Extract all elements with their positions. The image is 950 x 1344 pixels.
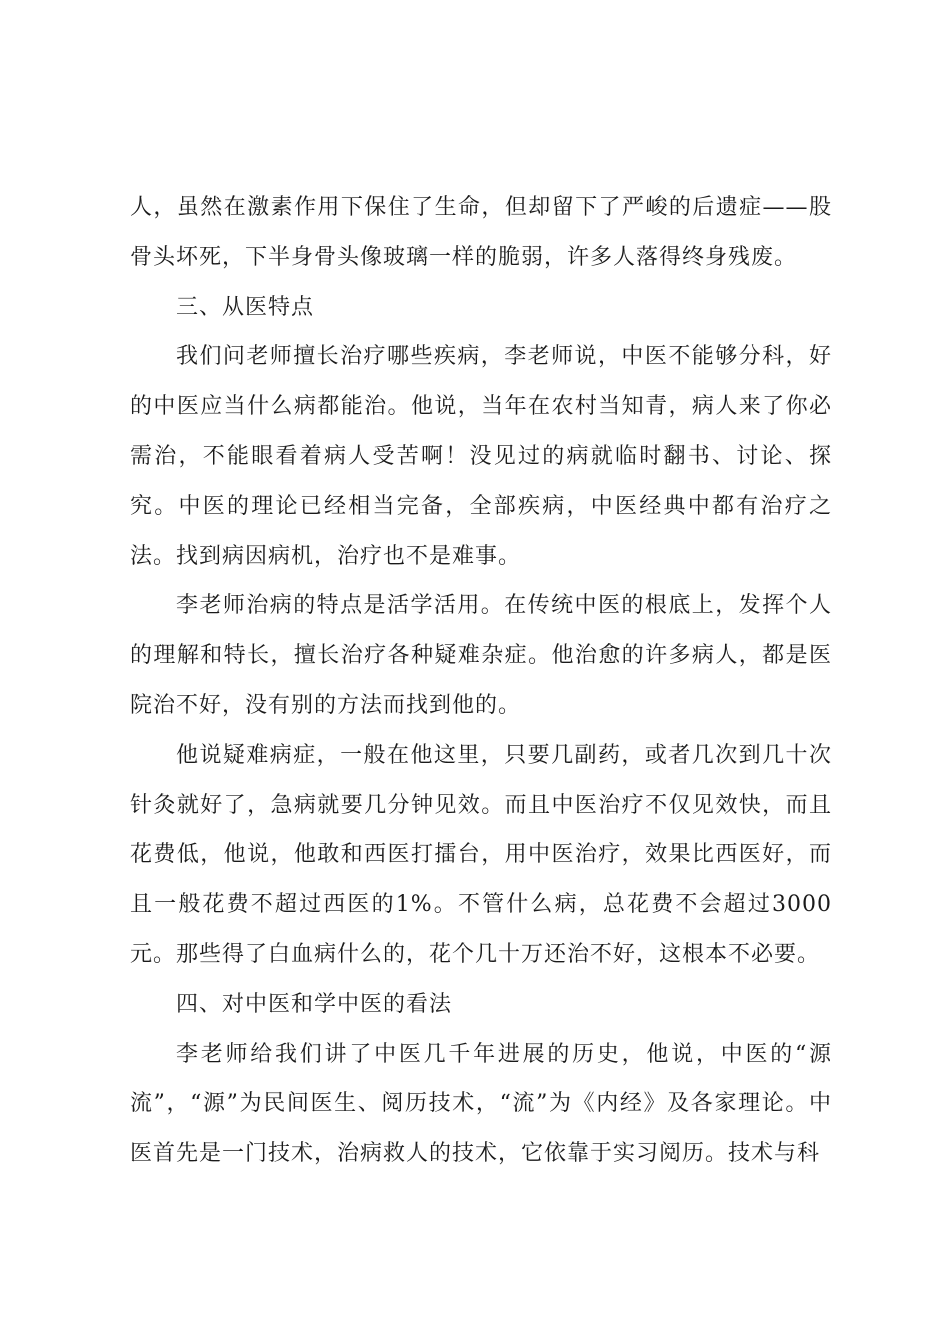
paragraph: 我们问老师擅长治疗哪些疾病，李老师说，中医不能够分科，好的中医应当什么病都能治。他说，当年在农村当知青，病人来了你必需治，不能眼看着病人受苦啊！没见过的病就临时翻书、讨论、探究。中医的理论已经相当完备，全部疾病，中医经典中都有治疗之法。找到病因病机，治疗也不是难事。 [130, 344, 832, 569]
paragraph: 李老师治病的特点是活学活用。在传统中医的根底上，发挥个人的理解和特长，擅长治疗各种疑难杂症。他治愈的许多病人，都是医院治不好，没有别的方法而找到他的。 [130, 593, 832, 718]
paragraph: 李老师给我们讲了中医几千年进展的历史，他说，中医的“源流”，“源”为民间医生、阅历技术，“流”为《内经》及各家理论。中医首先是一门技术，治病救人的技术，它依靠于实习阅历。技术与科 [130, 1041, 832, 1167]
paragraph: 他说疑难病症，一般在他这里，只要几副药，或者几次到几十次针灸就好了，急病就要几分钟见效。而且中医治疗不仅见效快，而且花费低，他说，他敢和西医打擂台，用中医治疗，效果比西医好，而且一般花费不超过西医的1%。不管什么病，总花费不会超过3000元。那些得了白血病什么的，花个几十万还治不好，这根本不必要。 [130, 742, 832, 967]
document-body [130, 183, 832, 1179]
section-heading-3: 三、从医特点 [176, 294, 315, 320]
paragraph-continuation: 人，虽然在激素作用下保住了生命，但却留下了严峻的后遗症——股骨头坏死，下半身骨头像玻璃一样的脆弱，许多人落得终身残废。 [130, 195, 832, 270]
section-heading-4: 四、对中医和学中医的看法 [176, 991, 453, 1017]
